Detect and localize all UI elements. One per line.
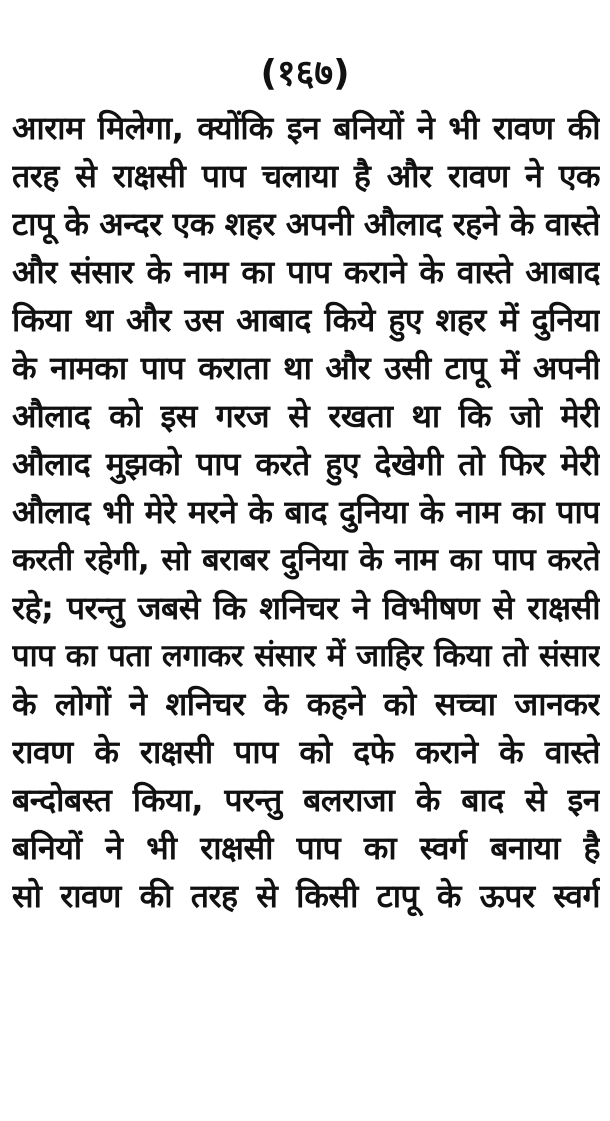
page-number: (१६७) [260,53,350,94]
text-line: बन्दोबस्त किया, परन्तु बलराजा के बाद से इन [12,781,600,819]
text-line: आराम मिलेगा, क्योंकि इन बनियों ने भी रावण की [12,109,600,147]
text-line: औलाद को इस गरज से रखता था कि जो मेरी [12,397,600,435]
text-line: के लोगों ने शनिचर के कहने को सच्चा जानकर [12,685,600,723]
text-line: सो रावण की तरह से किसी टापू के ऊपर स्वर्ग [12,877,600,915]
text-line: पाप का पता लगाकर संसार में जाहिर किया तो संसार [12,638,600,674]
text-line: बनियों ने भी राक्षसी पाप का स्वर्ग बनाया है [12,829,600,867]
text-line: रहे; परन्तु जबसे कि शनिचर ने विभीषण से राक्षसी [12,589,600,627]
body-text [12,104,600,920]
text-line: तरह से राक्षसी पाप चलाया है और रावण ने एक [12,157,600,195]
text-line: के नामका पाप कराता था और उसी टापू में अपनी [12,349,600,387]
text-line: और संसार के नाम का पाप कराने के वास्ते आबाद [12,253,600,291]
text-line: करती रहेगी, सो बराबर दुनिया के नाम का पाप करते [12,542,600,578]
text-line: औलाद मुझको पाप करते हुए देखेगी तो फिर मेरी [12,445,600,483]
text-line: किया था और उस आबाद किये हुए शहर में दुनिया [12,301,600,339]
text-line: औलाद भी मेरे मरने के बाद दुनिया के नाम का पाप [12,493,600,531]
text-line: रावण के राक्षसी पाप को दफे कराने के वास्ते [12,733,600,771]
text-line: टापू के अन्दर एक शहर अपनी औलाद रहने के वास्ते [12,205,600,243]
